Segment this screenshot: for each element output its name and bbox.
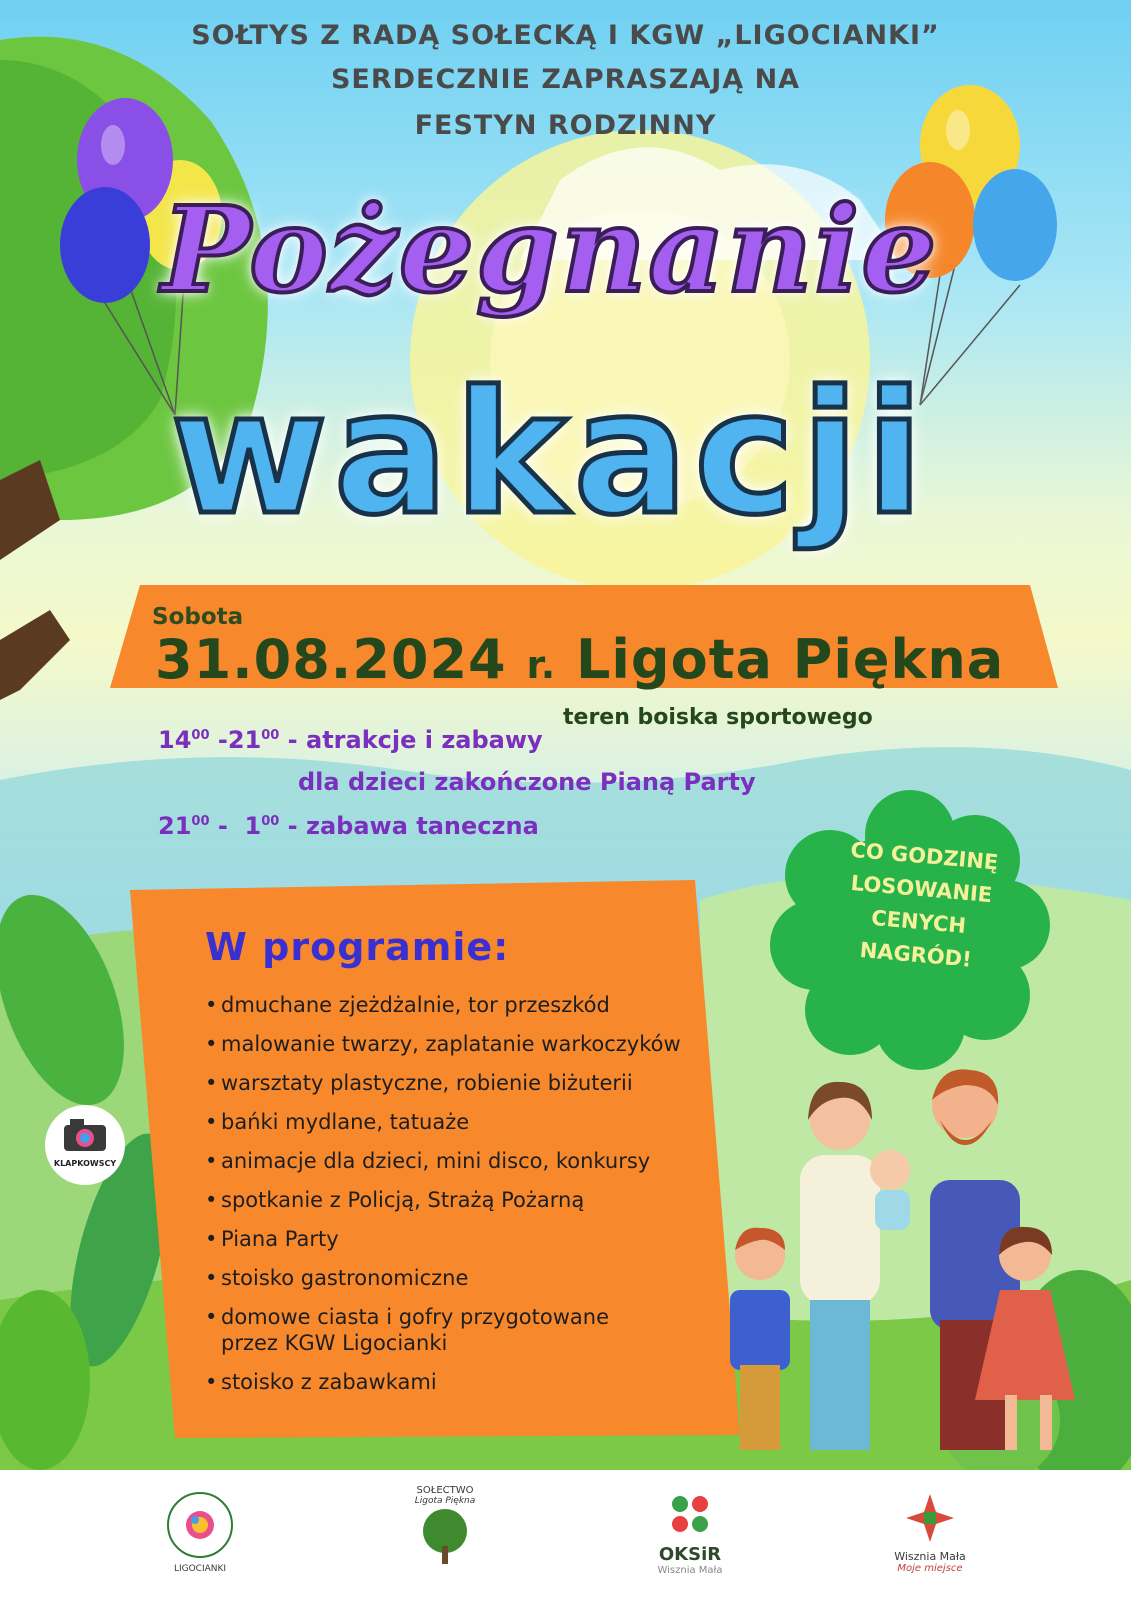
list-item: • domowe ciasta i gofry przygotowane przez KGW Ligocianki (205, 1304, 661, 1356)
family-illustration (700, 1060, 1110, 1460)
schedule-item (158, 812, 539, 840)
logo-wisznia-title: Wisznia Mała (894, 1550, 966, 1563)
promo-line: NAGRÓD! (858, 937, 973, 972)
schedule-end-hour: 1 (244, 812, 262, 840)
promo-line: CO GODZINĘ (849, 837, 1000, 875)
event-date-suffix: r. (526, 643, 557, 687)
header-line-2: SERDECZNIE ZAPRASZAJĄ NA (330, 64, 801, 95)
promo-line: CENYCH (870, 905, 967, 939)
promo-line: LOSOWANIE (849, 870, 994, 908)
event-place: Ligota Piękna (576, 628, 1005, 691)
event-venue: teren boiska sportowego (563, 705, 873, 730)
schedule-start-min: 00 (191, 814, 210, 829)
event-date-place (155, 628, 1004, 691)
logo-ligocianki (160, 1490, 240, 1574)
program-list (205, 992, 741, 1408)
event-date: 31.08.2024 (155, 628, 507, 691)
schedule-end-min: 00 (261, 728, 280, 743)
list-item: • dmuchane zjeżdżalnie, tor przeszkód (205, 992, 741, 1018)
list-item: • bańki mydlane, tatuaże (205, 1109, 741, 1135)
logo-solectwo-title: SOŁECTWO (416, 1485, 474, 1496)
list-item: • warsztaty plastyczne, robienie biżuterii (205, 1070, 741, 1096)
flower-icon (165, 1490, 235, 1560)
header-line-3: FESTYN RODZINNY (414, 110, 717, 141)
header-line-1: SOŁTYS Z RADĄ SOŁECKĄ I KGW „LIGOCIANKI” (191, 20, 940, 51)
photo-badge (45, 1105, 125, 1185)
title-line-2: wakacji (170, 355, 930, 553)
logo-ligocianki-text: LIGOCIANKI (173, 1564, 227, 1574)
logo-oksir-subtitle: Wisznia Mała (657, 1565, 723, 1576)
schedule-text: - atrakcje i zabawy (279, 726, 543, 754)
title-line-1: Pożegnanie (161, 180, 939, 319)
logo-solectwo-subtitle: Ligota Piękna (414, 1496, 476, 1506)
list-item: • Piana Party (205, 1226, 741, 1252)
logo-oksir-title: OKSiR (658, 1544, 722, 1565)
schedule-item-cont: dla dzieci zakończone Pianą Party (298, 768, 756, 796)
schedule-start-hour: 21 (158, 812, 192, 840)
list-item: • stoisko gastronomiczne (205, 1265, 741, 1291)
schedule-end-hour: 21 (227, 726, 262, 754)
wisznia-icon (902, 1490, 958, 1546)
list-item: • animacje dla dzieci, mini disco, konkursy (205, 1148, 741, 1174)
list-item: • malowanie twarzy, zaplatanie warkoczyków (205, 1031, 741, 1057)
logo-solectwo (395, 1485, 495, 1570)
logo-oksir (645, 1490, 735, 1576)
logo-wisznia (880, 1490, 980, 1574)
oksir-icon (660, 1490, 720, 1540)
list-item: • spotkanie z Policją, Strażą Pożarną (205, 1187, 741, 1213)
tree-icon (415, 1506, 475, 1566)
program-title: W programie: (205, 925, 510, 969)
schedule-separator: - (209, 812, 245, 840)
list-item: • stoisko z zabawkami (205, 1369, 741, 1395)
logo-wisznia-subtitle: Moje miejsce (897, 1563, 963, 1574)
schedule-item (158, 726, 543, 754)
photo-badge-text: KLAPKOWSCY (53, 1159, 117, 1168)
schedule-start-hour: 14 (158, 726, 192, 754)
schedule-separator: - (209, 726, 228, 754)
schedule-start-min: 00 (191, 728, 210, 743)
promo-text (815, 832, 1026, 981)
schedule-end-min: 00 (261, 814, 280, 829)
event-day: Sobota (152, 604, 244, 630)
schedule-text: - zabawa taneczna (279, 812, 539, 840)
camera-icon (60, 1115, 110, 1155)
